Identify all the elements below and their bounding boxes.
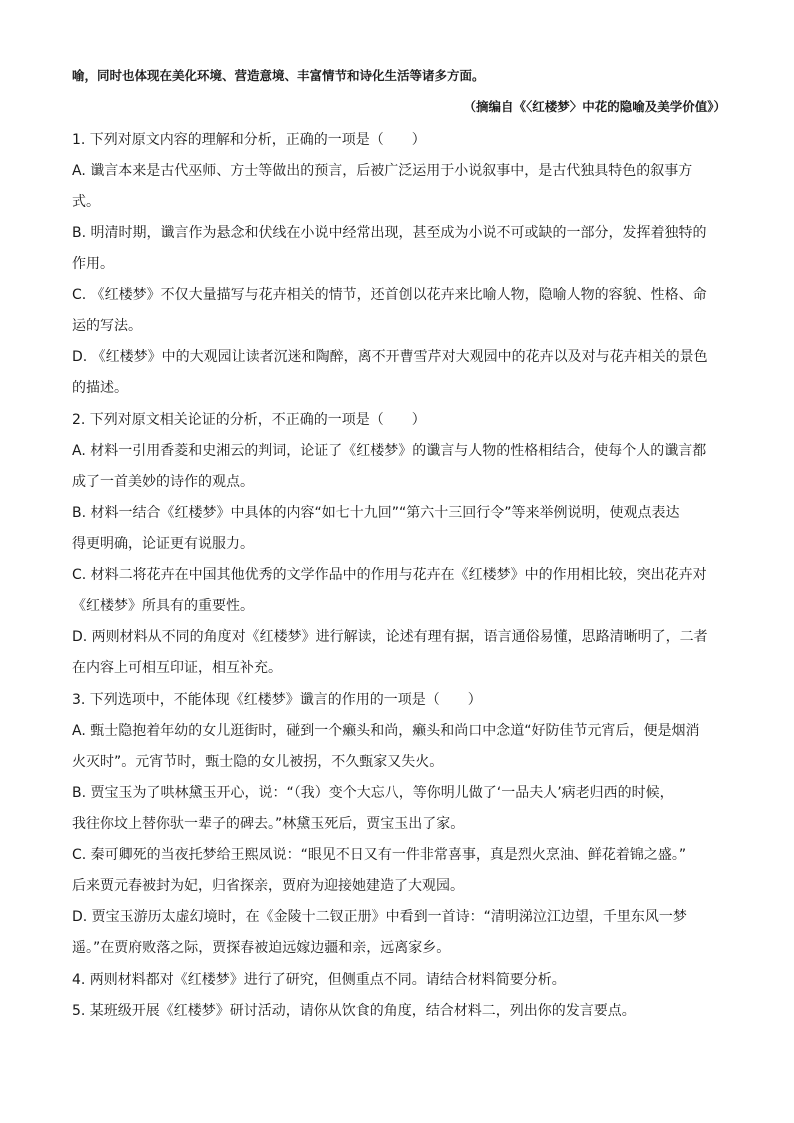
question-1-option-c: C. 《红楼梦》不仅大量描写与花卉相关的情节，还首创以花卉来比喻人物，隐喻人物的容貌、性格、命 xyxy=(72,287,707,303)
question-3-option-b-cont: 我往你坟上替你驮一辈子的碑去。”林黛玉死后，贾宝玉出了家。 xyxy=(72,816,465,832)
question-3-option-c-cont: 后来贾元春被封为妃，归省探亲，贾府为迎接她建造了大观园。 xyxy=(72,878,464,894)
question-2-stem: 2. 下列对原文相关论证的分析，不正确的一项是（ ） xyxy=(72,412,426,428)
question-2-option-d-cont: 在内容上可相互印证，相互补充。 xyxy=(72,660,282,676)
question-3-option-a: A. 甄士隐抱着年幼的女儿逛街时，碰到一个癞头和尚，癞头和尚口中念道“好防佳节元宵后，便是烟消 xyxy=(72,723,700,739)
question-3-option-c: C. 秦可卿死的当夜托梦给王熙凤说：“眼见不日又有一件非常喜事，真是烈火烹油、鲜花着锦之盛。” xyxy=(72,847,687,863)
question-2-option-c-cont: 《红楼梦》所具有的重要性。 xyxy=(72,598,254,614)
question-2-option-b-cont: 得更明确，论证更有说服力。 xyxy=(72,536,254,552)
question-2-option-c: C. 材料二将花卉在中国其他优秀的文学作品中的作用与花卉在《红楼梦》中的作用相比较，突出花卉对 xyxy=(72,567,707,583)
question-3-option-b: B. 贾宝玉为了哄林黛玉开心，说：“（我）变个大忘八，等你明儿做了‘一品夫人’病老归西的时候， xyxy=(72,785,674,801)
question-2-option-b: B. 材料一结合《红楼梦》中具体的内容“如七十九回”“第六十三回行令”等来举例说明，使观点表达 xyxy=(72,505,680,521)
question-4-stem: 4. 两则材料都对《红楼梦》进行了研究，但侧重点不同。请结合材料简要分析。 xyxy=(72,972,566,988)
question-1-option-d-cont: 的描述。 xyxy=(72,380,128,396)
question-1-option-d: D. 《红楼梦》中的大观园让读者沉迷和陶醉，离不开曹雪芹对大观园中的花卉以及对与花卉相关的景色 xyxy=(72,349,708,365)
question-3-option-a-cont: 火灭时”。元宵节时，甄士隐的女儿被拐，不久甄家又失火。 xyxy=(72,754,444,770)
question-3-stem: 3. 下列选项中，不能体现《红楼梦》谶言的作用的一项是（ ） xyxy=(72,692,482,708)
question-1-stem: 1. 下列对原文内容的理解和分析，正确的一项是（ ） xyxy=(72,132,426,148)
question-1-option-a-cont: 式。 xyxy=(72,194,100,210)
question-2-option-d: D. 两则材料从不同的角度对《红楼梦》进行解读，论述有理有据，语言通俗易懂，思路清晰明了，二者 xyxy=(72,629,708,645)
question-5-stem: 5. 某班级开展《红楼梦》研讨活动，请你从饮食的角度，结合材料二，列出你的发言要点。 xyxy=(72,1003,636,1019)
source-citation: （摘编自《〈红楼梦〉中花的隐喻及美学价值》） xyxy=(463,99,726,114)
question-2-option-a-cont: 成了一首美妙的诗作的观点。 xyxy=(72,474,254,490)
question-2-option-a: A. 材料一引用香菱和史湘云的判词，论证了《红楼梦》的谶言与人物的性格相结合，使每个人的谶言都 xyxy=(72,443,707,459)
intro-line: 喻，同时也体现在美化环境、营造意境、丰富情节和诗化生活等诸多方面。 xyxy=(72,68,485,83)
question-3-option-d-cont: 遥。”在贾府败落之际，贾探春被迫远嫁边疆和亲，远离家乡。 xyxy=(72,940,451,956)
question-1-option-b-cont: 作用。 xyxy=(72,256,114,272)
question-1-option-c-cont: 运的写法。 xyxy=(72,318,142,334)
question-3-option-d: D. 贾宝玉游历太虚幻境时，在《金陵十二钗正册》中看到一首诗：“清明涕泣江边望，千里东风一梦 xyxy=(72,909,687,925)
question-1-option-b: B. 明清时期，谶言作为悬念和伏线在小说中经常出现，甚至成为小说不可或缺的一部分，发挥着独特的 xyxy=(72,225,707,241)
question-1-option-a: A. 谶言本来是古代巫师、方士等做出的预言，后被广泛运用于小说叙事中，是古代独具特色的叙事方 xyxy=(72,163,693,179)
